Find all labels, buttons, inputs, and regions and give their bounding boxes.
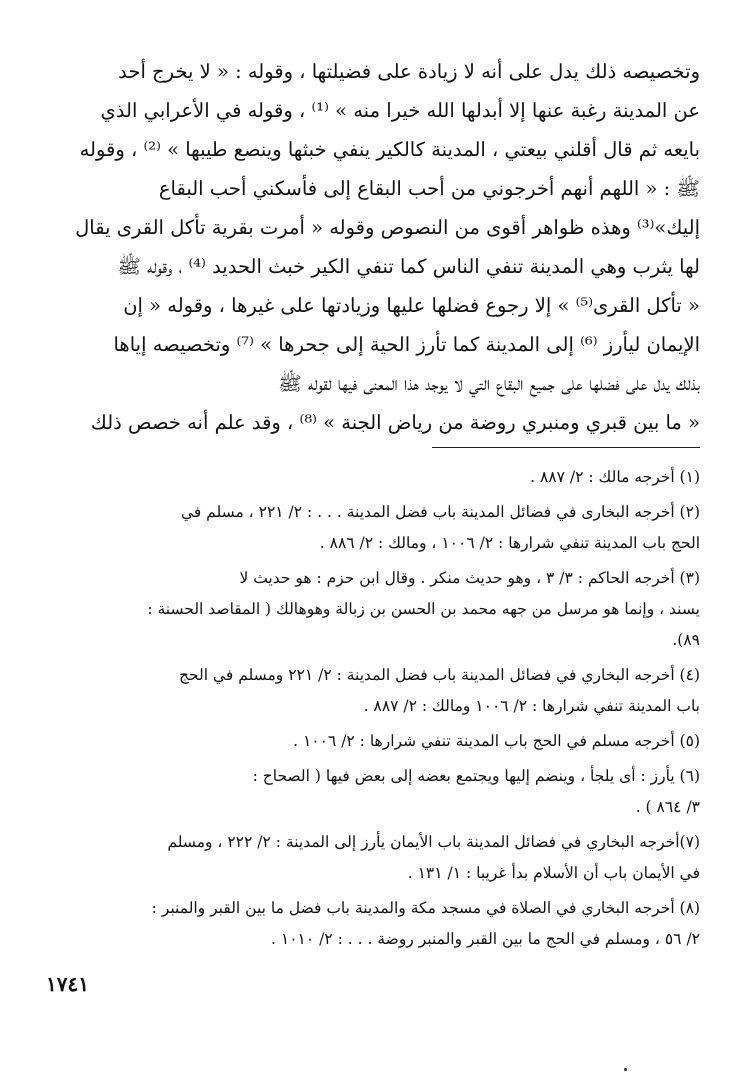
footnote-line: ٢/ ٥٦ ، ومسلم في الحج ما بين القبر والمنبر روضة . . . : ٢/ ١٠١٠ . <box>271 930 700 948</box>
footnote-4 <box>76 660 700 722</box>
footnote-line: ٨٩). <box>672 631 700 649</box>
footnote-line: (٤) أخرجه البخاري في فضائل المدينة باب فضل المدينة : ٢/ ٢٢١ ومسلم في الحج <box>178 666 700 684</box>
footnote-5 <box>76 726 700 757</box>
footnotes-section <box>76 462 700 959</box>
footnote-line: (٥) أخرجه مسلم في الحج باب المدينة تنفي شرارها : ٢/ ١٠٠٦ . <box>293 732 700 750</box>
footnote-7 <box>76 827 700 889</box>
footnote-line: ٣/ ٨٦٤ ) . <box>635 798 700 816</box>
body-line: ﷺ : « اللهم أنهم أخرجوني من أحب البقاع إلى فأسكني أحب البقاع <box>158 177 700 200</box>
footnote-line: (١) أخرجه مالك : ٢/ ٨٨٧ . <box>530 468 700 486</box>
footnote-separator <box>432 447 700 448</box>
body-line: « ما بين قبري ومنبري روضة من رياض الجنة » ⁽⁸⁾ ، وقد علم أنه خصص ذلك <box>90 411 700 434</box>
body-line: لها يثرب وهي المدينة تنفي الناس كما تنفي الكير خبث الحديد ⁽⁴⁾ ، وقوله ﷺ <box>117 255 700 278</box>
footnote-line: (٧)أخرجه البخاري في فضائل المدينة باب الأيمان يأرز إلى المدينة : ٢/ ٢٢٢ ، ومسلم <box>167 833 700 851</box>
main-body-text <box>74 52 700 442</box>
footnote-1 <box>76 462 700 493</box>
footnote-line: (٣) أخرجه الحاكم : ٣/ ٣ ، وهو حديث منكر . وقال ابن حزم : هو حديث لا <box>239 569 700 587</box>
body-line: عن المدينة رغبة عنها إلا أبدلها الله خيرا منه » ⁽¹⁾ ، وقوله في الأعرابي الذي <box>100 99 700 122</box>
footnote-2 <box>76 497 700 559</box>
page-number: ١٧٤١ <box>46 972 89 996</box>
footnote-line: باب المدينة تنفي شرارها : ٢/ ١٠٠٦ ومالك : ٢/ ٨٨٧ . <box>363 697 700 715</box>
footnote-line: (٦) يأرز : أى يلجأ ، وينضم إليها ويجتمع بعضه إلى بعض فيها ( الصحاح : <box>252 767 700 785</box>
footnote-6 <box>76 761 700 823</box>
body-line: إليك»⁽³⁾ وهذه ظواهر أقوى من النصوص وقوله « أمرت بقرية تأكل القرى يقال <box>75 216 700 239</box>
body-line: وتخصيصه ذلك يدل على أنه لا زيادة على فضيلتها ، وقوله : « لا يخرج أحد <box>118 60 700 83</box>
footnote-3 <box>76 563 700 656</box>
footnote-line: (٢) أخرجه البخارى في فضائل المدينة باب فضل المدينة . . . : ٢/ ٢٢١ ، مسلم في <box>180 503 700 521</box>
footnote-line: الحج باب المدينة تنفي شرارها : ٢/ ١٠٠٦ ، ومالك : ٢/ ٨٨٦ . <box>319 534 700 552</box>
body-line: بذلك يدل على فضلها على جميع البقاع التي لا يوجد هذا المعنى فيها لقوله ﷺ <box>278 372 700 395</box>
footnote-line: في الأيمان باب أن الأسلام بدأ غريبا : ١/ ١٣١ . <box>407 864 700 882</box>
body-line: الإيمان ليأرز ⁽⁶⁾ إلى المدينة كما تأرز الحية إلى جحرها » ⁽⁷⁾ وتخصيصه إياها <box>113 333 700 356</box>
footnote-line: (٨) أخرجه البخاري في الصلاة في مسجد مكة والمدينة باب فضل ما بين القبر والمنبر : <box>151 899 700 917</box>
footnote-line: يسند ، وإنما هو مرسل من جهه محمد بن الحسن بن زبالة وهوهالك ( المقاصد الحسنة : <box>147 600 700 618</box>
footnote-8 <box>76 893 700 955</box>
scan-speck <box>624 1068 627 1071</box>
body-line: « تأكل القرى⁽⁵⁾ » إلا رجوع فضلها عليها وزيادتها على غيرها ، وقوله « إن <box>123 294 700 317</box>
body-line: بايعه ثم قال أقلني بيعتي ، المدينة كالكير ينفي خبثها وينصع طيبها » ⁽²⁾ ، وقوله <box>79 138 700 161</box>
